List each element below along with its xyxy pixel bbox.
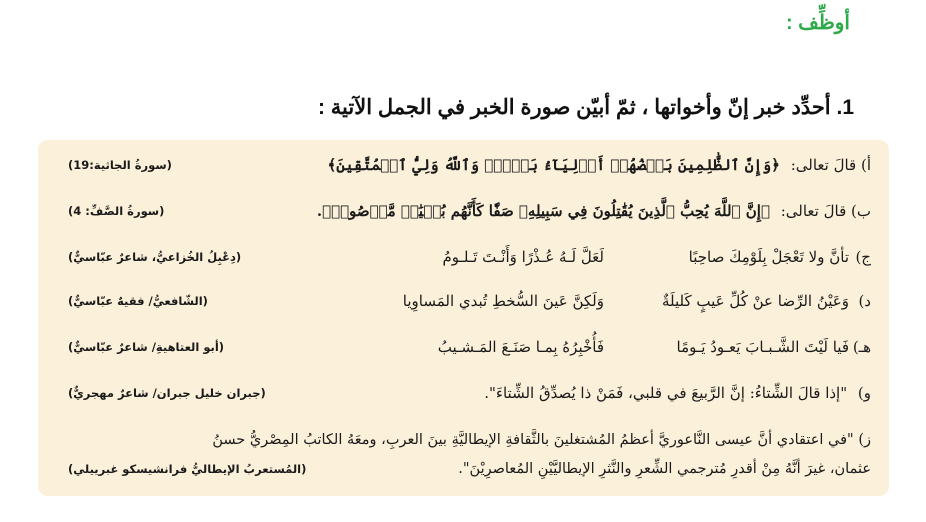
item-b xyxy=(38,194,889,228)
item-f-prefix: و) xyxy=(857,384,871,402)
item-a-citation: (سورةُ الجاثية:19) xyxy=(68,158,172,172)
item-d xyxy=(38,284,889,318)
item-b-verse: ﴿إِنَّ ٱللَّهَ يُحِبُّ ٱلَّذِينَ يُقَٰتِلُونَ فِي سَبِيلِهِۦ صَفّٗا كَأَنَّهُم بُنۡيَٰنٞ مَّرۡصُوصٞ﴾. xyxy=(316,202,770,220)
item-c xyxy=(38,240,889,274)
item-a-verse: ﴿وَإِنَّ ٱلظَّٰلِمِينَ بَعۡضُهُمۡ أَوۡلِيَآءُ بَعۡضٍۖ وَٱللَّهُ وَلِيُّ ٱلۡمُتَّقِينَ﴾ xyxy=(327,156,780,174)
item-c-prefix: ج) xyxy=(855,248,871,266)
item-c-citation: (دِعْبِلُ الخُزاعيُّ، شاعرٌ عبّاسيٌّ) xyxy=(68,250,242,264)
item-b-prefix: ب) قالَ تعالى: xyxy=(780,202,871,220)
item-g xyxy=(56,426,871,484)
item-d-hemistich-2: وَلَكِنَّ عَينَ السُّخطِ تُبدي المَساوِيا xyxy=(402,292,604,310)
item-a-prefix: أ) قالَ تعالى: xyxy=(790,156,871,174)
item-g-prefix: ز) xyxy=(858,432,871,448)
item-e-hemistich-1: فَيا لَيْتَ الشَّـبـابَ يَعـودُ يَـومًا xyxy=(676,338,849,356)
item-c-hemistich-2: لَعَلَّ لَـهُ عُـذْرًا وَأَنْـتَ تَـلـومُ xyxy=(442,248,604,266)
section-title: أوظِّف : xyxy=(785,12,850,34)
question-heading: 1. أحدِّد خبر إنّ وأخواتها ، ثمّ أبيّن صورة الخبر في الجمل الآتية : xyxy=(317,96,854,119)
item-f-text: "إذا قالَ الشِّتاءُ: إنَّ الرَّبيعَ في قلبي، فَمَنْ ذا يُصدِّقُ الشِّتاءَ". xyxy=(484,384,848,402)
item-d-prefix: د) xyxy=(858,292,871,310)
item-c-hemistich-1: تأنَّ ولا تَعْجَلْ بِلَوْمِكَ صاحِبًا xyxy=(688,248,849,266)
item-f xyxy=(38,376,889,410)
item-f-citation: (جبران خليل جبران/ شاعرٌ مهجريٌّ) xyxy=(68,386,266,400)
item-d-citation: (الشّافعيُّ/ فقيهٌ عبّاسيٌّ) xyxy=(68,294,208,308)
item-g-citation: (المُستعربُ الإيطاليُّ فرانشيسكو غبرييلي) xyxy=(68,462,307,476)
item-g-line-2: عثمان، غيرَ أنَّهُ مِنْ أقدرِ مُترجمي الشِّعرِ والنَّثرِ الإيطاليَّيْنِ المُعاصرِيْنَ". xyxy=(458,461,871,477)
item-g-line-1: "في اعتقادي أنَّ عيسى النَّاعوريَّ أعظمُ المُشتغلينَ بالثَّقافةِ الإيطاليَّةِ بينَ العربِ، ومعَهُ الكاتبُ المِصْريُّ حسنُ xyxy=(212,432,854,448)
item-e-hemistich-2: فَأُخْبِرُهُ بِمـا صَنَـعَ المَـشـيبُ xyxy=(437,338,604,356)
examples-box xyxy=(38,140,889,496)
item-a xyxy=(38,148,889,182)
item-e-citation: (أبو العتاهيةِ/ شاعرٌ عبّاسيٌّ) xyxy=(68,340,225,354)
item-e-prefix: هـ) xyxy=(852,338,871,356)
item-d-hemistich-1: وَعَيْنُ الرِّضا عنْ كُلِّ عَيبٍ كَليلَةٌ xyxy=(661,292,849,310)
item-e xyxy=(38,330,889,364)
item-b-citation: (سورةُ الصَّفِّ: 4) xyxy=(68,204,165,218)
